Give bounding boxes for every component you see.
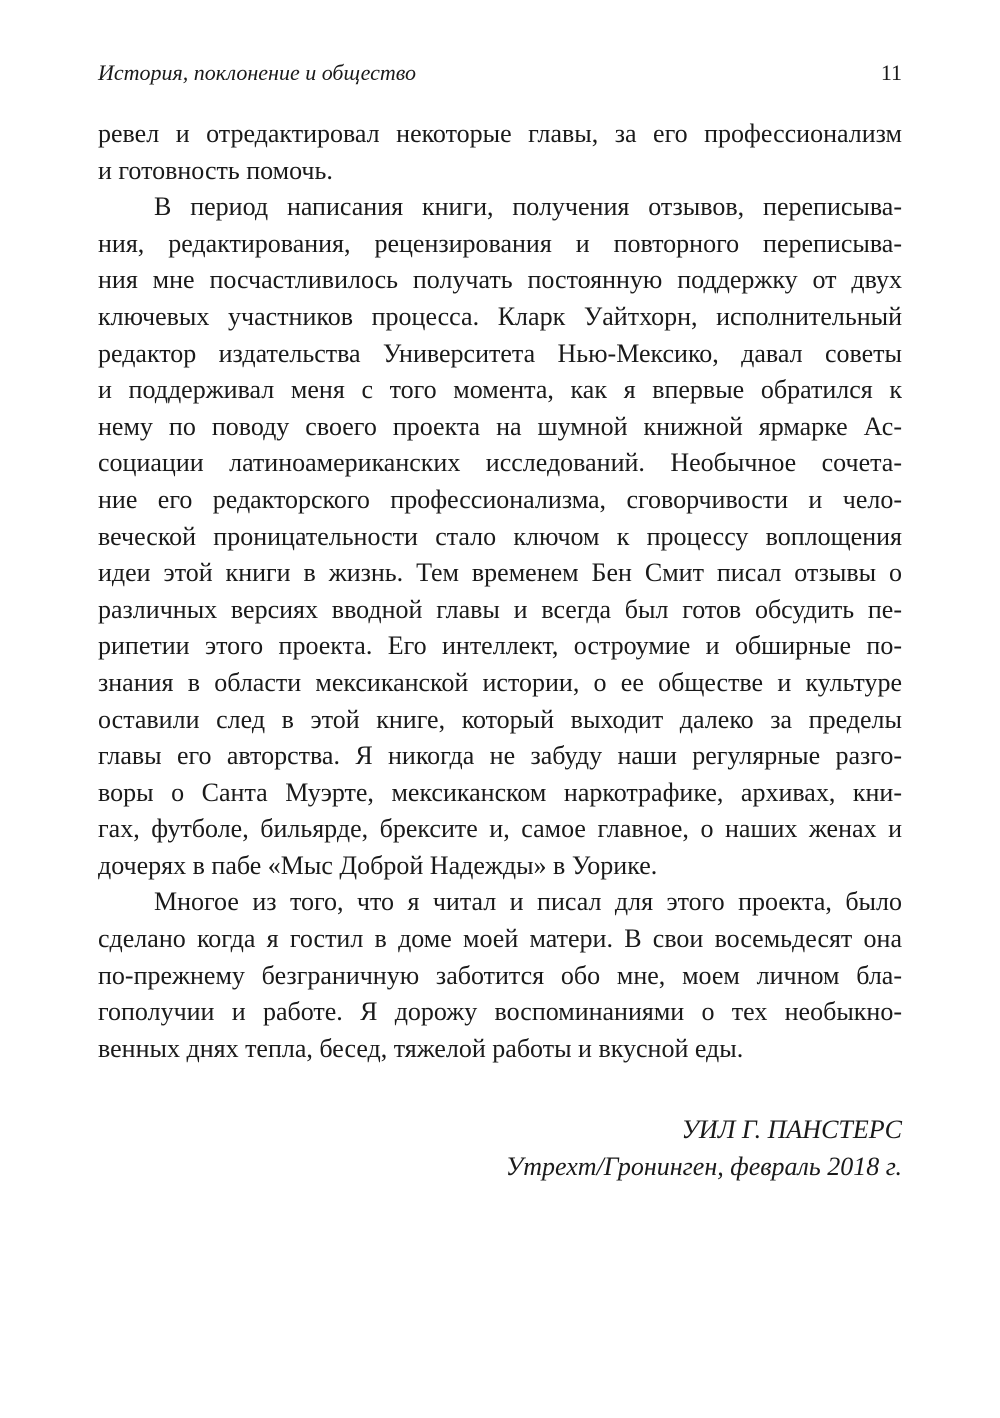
paragraph bbox=[98, 189, 902, 884]
text-line: дочерях в пабе «Мыс Доброй Надежды» в Уорике. bbox=[98, 850, 658, 880]
text-line: идеи этой книги в жизнь. Тем временем Бен Смит писал отзывы о bbox=[98, 558, 902, 588]
paragraph bbox=[98, 116, 902, 189]
signature-author: УИЛ Г. ПАНСТЕРС bbox=[681, 1115, 902, 1144]
text-line: знания в области мексиканской истории, о ее обществе и культуре bbox=[98, 667, 902, 697]
page-number: 11 bbox=[880, 60, 902, 85]
text-line: нему по поводу своего проекта на шумной книжной ярмарке Ас- bbox=[98, 411, 902, 441]
running-title: История, поклонение и общество bbox=[98, 60, 417, 85]
body-text bbox=[98, 116, 902, 1067]
signature-block bbox=[98, 1112, 902, 1185]
text-line: В период написания книги, получения отзывов, переписыва- bbox=[154, 192, 902, 222]
text-line: гополучии и работе. Я дорожу воспоминаниями о тех необыкно- bbox=[98, 997, 902, 1027]
text-line: веческой проницательности стало ключом к процессу воплощения bbox=[98, 521, 902, 551]
running-head bbox=[98, 58, 902, 88]
text-line: Многое из того, что я читал и писал для этого проекта, было bbox=[154, 887, 902, 917]
text-line: рипетии этого проекта. Его интеллект, остроумие и обширные по- bbox=[98, 631, 902, 661]
text-line: оставили след в этой книге, который выходит далеко за пределы bbox=[98, 704, 902, 734]
text-line: воры о Санта Муэрте, мексиканском наркотрафике, архивах, кни- bbox=[98, 777, 902, 807]
text-line: ревел и отредактировал некоторые главы, за его профессионализм bbox=[98, 119, 902, 148]
signature-place-date: Утрехт/Гронинген, февраль 2018 г. bbox=[505, 1151, 902, 1181]
text-line: венных днях тепла, бесед, тяжелой работы и вкусной еды. bbox=[98, 1033, 744, 1063]
paragraph bbox=[98, 884, 902, 1067]
text-line: ключевых участников процесса. Кларк Уайтхорн, исполнительный bbox=[98, 301, 902, 331]
text-line: ние его редакторского профессионализма, сговорчивости и чело- bbox=[98, 484, 902, 514]
text-line: и готовность помочь. bbox=[98, 155, 333, 185]
text-line: по-прежнему безграничную заботится обо мне, моем личном бла- bbox=[98, 960, 902, 990]
text-line: ния мне посчастливилось получать постоянную поддержку от двух bbox=[98, 265, 902, 295]
text-line: различных версиях вводной главы и всегда был готов обсудить пе- bbox=[98, 594, 902, 624]
text-line: редактор издательства Университета Нью-Мексико, давал советы bbox=[98, 338, 902, 368]
text-line: главы его авторства. Я никогда не забуду наши регулярные разго- bbox=[98, 741, 902, 771]
text-line: социации латиноамериканских исследований. Необычное сочета- bbox=[98, 448, 902, 478]
text-line: ния, редактирования, рецензирования и повторного переписыва- bbox=[98, 228, 902, 258]
text-line: сделано когда я гостил в доме моей матери. В свои восемьдесят она bbox=[98, 924, 902, 954]
text-line: гах, футболе, бильярде, брексите и, самое главное, о наших женах и bbox=[98, 814, 902, 844]
text-line: и поддерживал меня с того момента, как я впервые обратился к bbox=[98, 375, 902, 405]
